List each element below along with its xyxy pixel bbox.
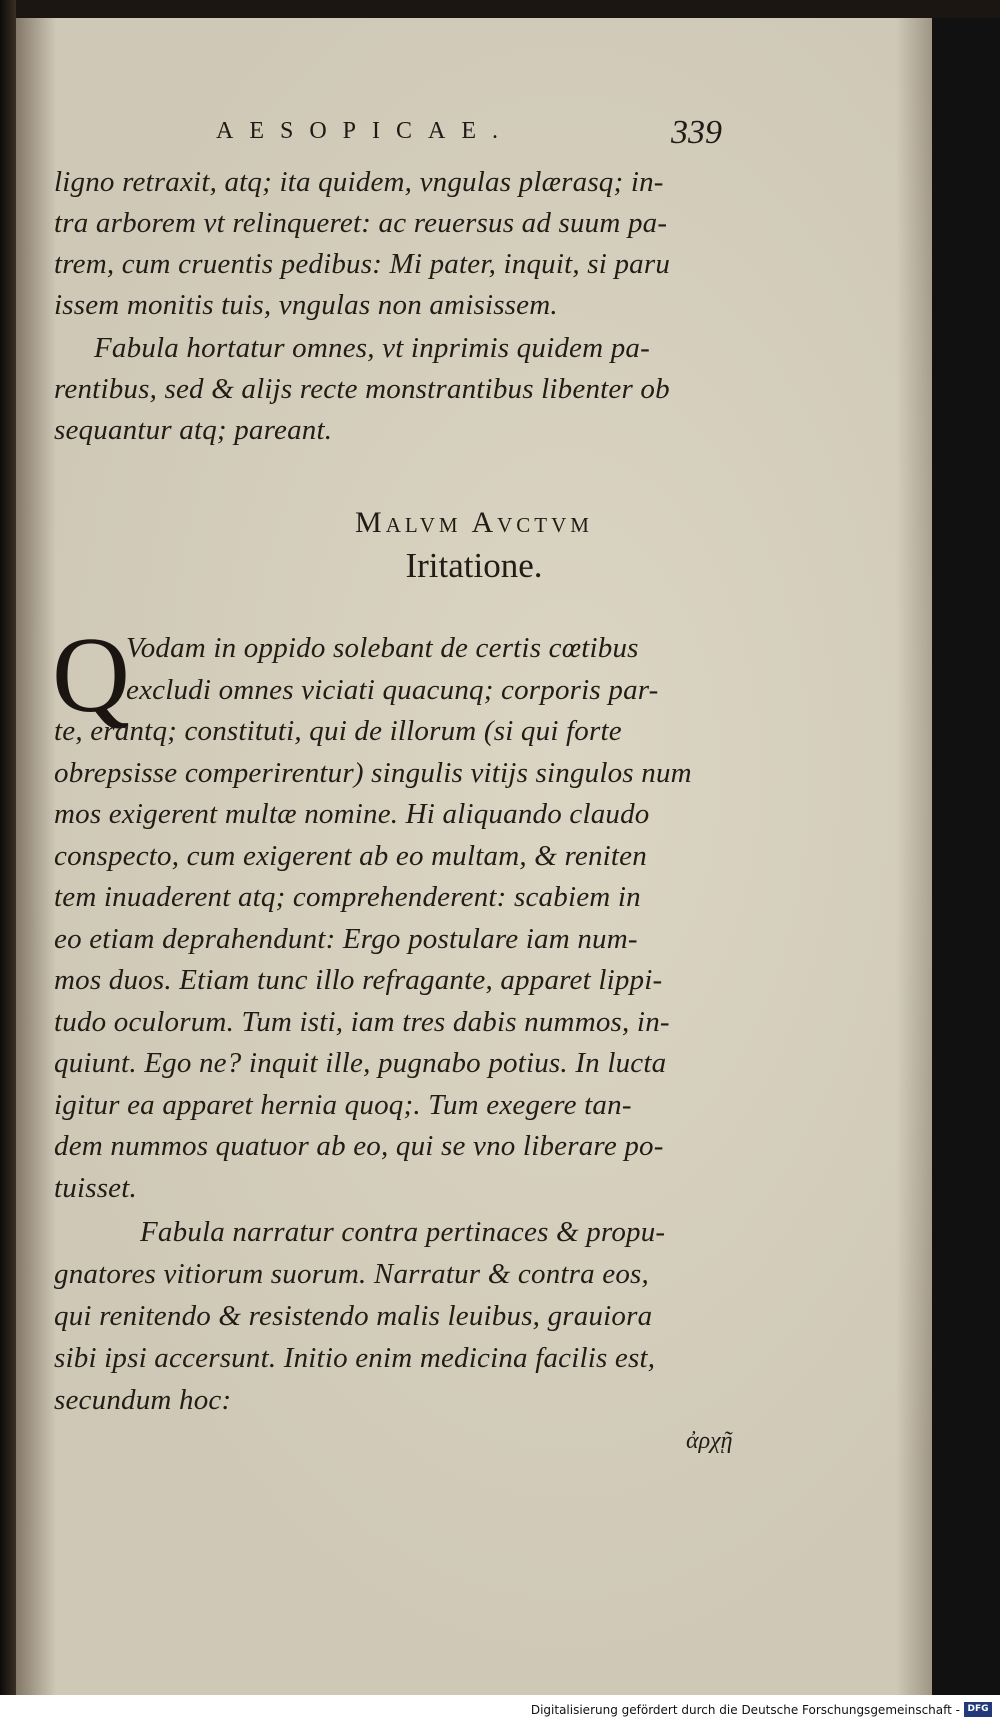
- text-line: te, erantq; constituti, qui de illorum (si qui forte: [54, 715, 622, 747]
- text-line: mos exigerent multæ nomine. Hi aliquando claudo: [54, 798, 650, 830]
- moral-line: gnatores vitiorum suorum. Narratur & contra eos,: [54, 1258, 649, 1290]
- moral-line: sibi ipsi accersunt. Initio enim medicina facilis est,: [54, 1342, 656, 1374]
- running-head: AESOPICAE.: [216, 118, 515, 144]
- moral-line: rentibus, sed & alijs recte monstrantibus libenter ob: [54, 373, 670, 405]
- digitization-footer: [0, 1695, 1000, 1726]
- moral-line: Fabula narratur contra pertinaces & propu-: [140, 1216, 666, 1248]
- dfg-logo-icon: DFG: [964, 1702, 992, 1717]
- text-line: issem monitis tuis, vngulas non amisissem.: [54, 289, 558, 321]
- moral-line: secundum hoc:: [54, 1384, 232, 1416]
- drop-cap: Q: [52, 616, 130, 735]
- text-line: tudo oculorum. Tum isti, iam tres dabis nummos, in-: [54, 1006, 670, 1038]
- text-line: quiunt. Ego ne? inquit ille, pugnabo potius. In lucta: [54, 1047, 667, 1079]
- funding-credit: Digitalisierung gefördert durch die Deutsche Forschungsgemeinschaft -: [530, 1703, 960, 1717]
- catchword: ἀρχῇ: [686, 1428, 733, 1454]
- text-line: dem nummos quatuor ab eo, qui se vno liberare po-: [54, 1130, 664, 1162]
- scan-background: [932, 18, 1000, 1695]
- text-line: tuisset.: [54, 1172, 137, 1204]
- book-spine-edge: [0, 0, 16, 1726]
- text-line: tra arborem vt relinqueret: ac reuersus ad suum pa-: [54, 207, 668, 239]
- moral-line: sequantur atq; pareant.: [54, 414, 333, 446]
- fable-title: Malvm Avctvm: [355, 506, 593, 539]
- text-line: eo etiam deprahendunt: Ergo postulare iam num-: [54, 923, 638, 955]
- text-line: conspecto, cum exigerent ab eo multam, & reniten: [54, 840, 647, 872]
- text-line: trem, cum cruentis pedibus: Mi pater, inquit, si paru: [54, 248, 671, 280]
- text-line: tem inuaderent atq; comprehenderent: scabiem in: [54, 881, 641, 913]
- book-page: [16, 18, 932, 1695]
- moral-line: Fabula hortatur omnes, vt inprimis quidem pa-: [94, 332, 650, 364]
- moral-line: qui renitendo & resistendo malis leuibus, grauiora: [54, 1300, 653, 1332]
- text-line: igitur ea apparet hernia quoq;. Tum exegere tan-: [54, 1089, 632, 1121]
- fable-subtitle: Iritatione.: [405, 546, 543, 585]
- text-line: Vodam in oppido solebant de certis cœtibus: [126, 632, 639, 664]
- text-line: mos duos. Etiam tunc illo refragante, apparet lippi-: [54, 964, 663, 996]
- text-line: excludi omnes viciati quacunq; corporis par-: [126, 674, 659, 706]
- text-line: ligno retraxit, atq; ita quidem, vngulas plærasq; in-: [54, 166, 664, 198]
- page-number: 339: [671, 114, 722, 151]
- text-line: obrepsisse comperirentur) singulis vitijs singulos num: [54, 757, 692, 789]
